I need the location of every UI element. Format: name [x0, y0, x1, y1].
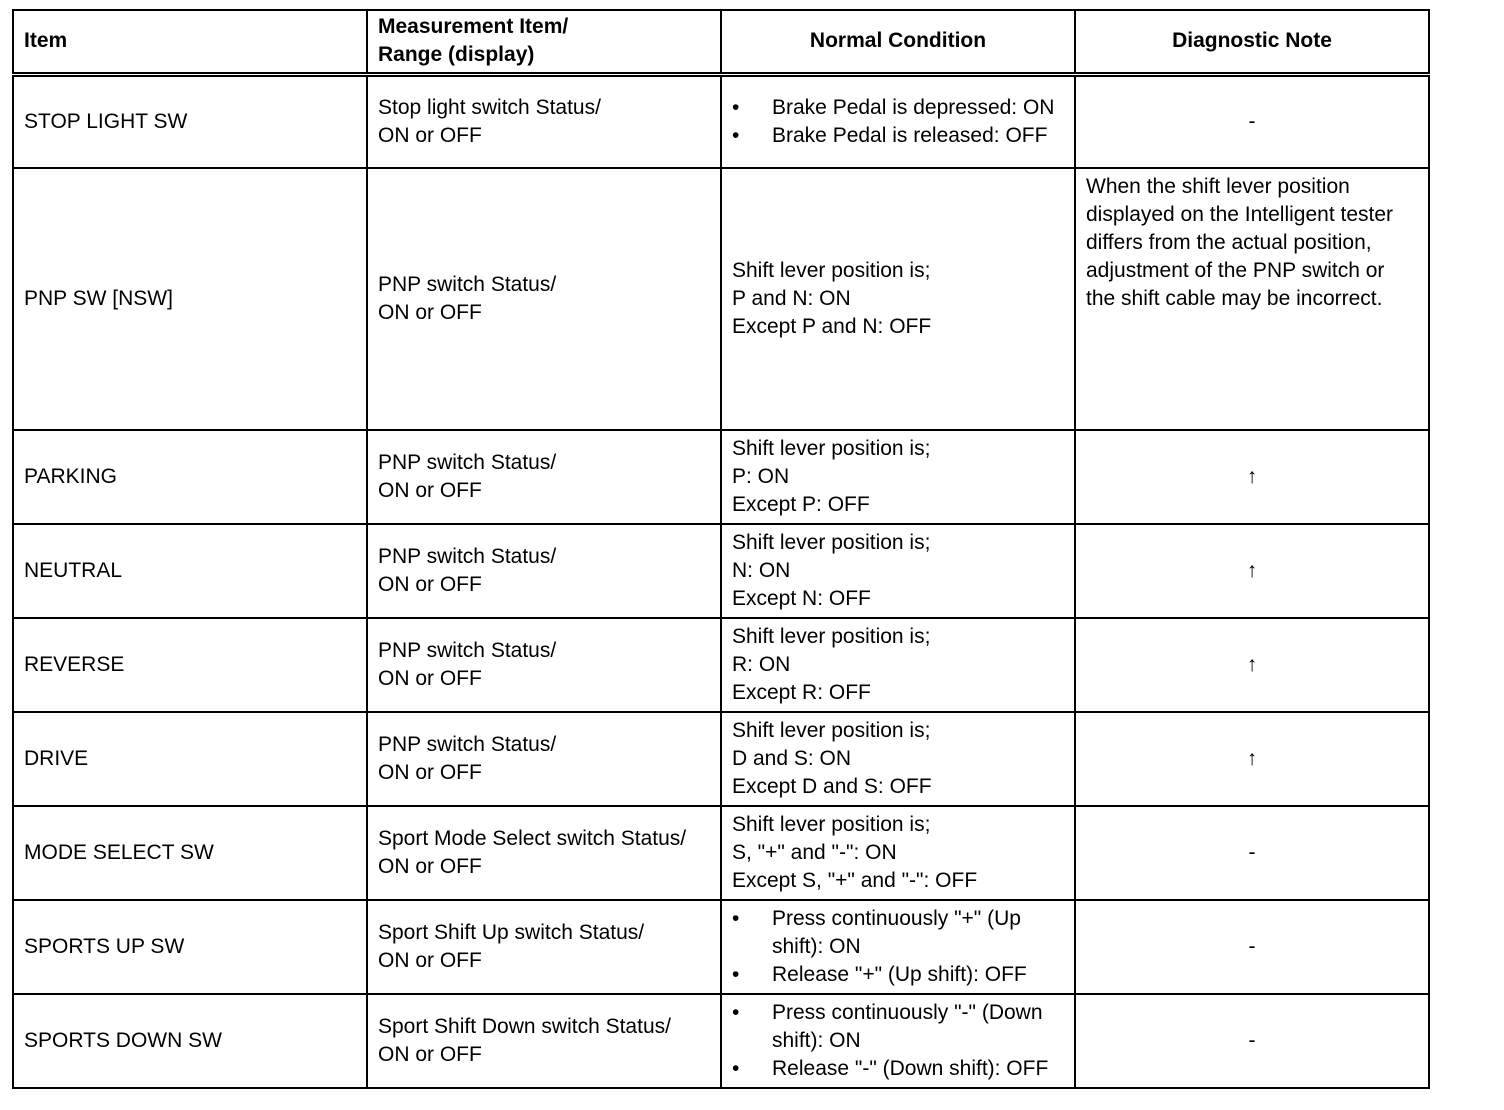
condition-bullet: • Brake Pedal is depressed: ON [732, 94, 1064, 122]
measurement-line: PNP switch Status/ [378, 733, 557, 756]
note-cell: - [1075, 900, 1429, 994]
table-row [13, 806, 1429, 900]
condition-cell [721, 524, 1075, 618]
condition-line: P and N: ON [732, 287, 851, 310]
table-row [13, 524, 1429, 618]
condition-line: N: ON [732, 559, 791, 582]
note-cell: ↑ [1075, 618, 1429, 712]
measurement-line: ON or OFF [378, 479, 482, 502]
condition-line: S, "+" and "-": ON [732, 841, 897, 864]
condition-bullet: • Brake Pedal is released: OFF [732, 122, 1064, 150]
condition-line: Shift lever position is; [732, 259, 931, 282]
condition-list [732, 999, 1064, 1083]
measurement-line: ON or OFF [378, 855, 482, 878]
header-measurement [367, 10, 721, 74]
table-row [13, 168, 1429, 430]
item-cell: SPORTS DOWN SW [13, 994, 367, 1088]
note-cell: ↑ [1075, 524, 1429, 618]
condition-cell [721, 994, 1075, 1088]
condition-cell [721, 618, 1075, 712]
condition-line: Except P: OFF [732, 493, 870, 516]
item-cell: NEUTRAL [13, 524, 367, 618]
condition-line: R: ON [732, 653, 791, 676]
measurement-cell [367, 712, 721, 806]
table-header [13, 10, 1429, 74]
note-cell: ↑ [1075, 712, 1429, 806]
condition-cell [721, 430, 1075, 524]
table-row [13, 900, 1429, 994]
condition-bullet: • Release "-" (Down shift): OFF [732, 1055, 1064, 1083]
measurement-cell [367, 430, 721, 524]
measurement-line: Sport Shift Up switch Status/ [378, 921, 645, 944]
measurement-line: Sport Shift Down switch Status/ [378, 1015, 671, 1038]
condition-line: Shift lever position is; [732, 625, 931, 648]
note-line: When the shift lever position [1086, 175, 1350, 198]
table-row [13, 618, 1429, 712]
note-line: differs from the actual position, [1086, 231, 1372, 254]
condition-line: Except P and N: OFF [732, 315, 932, 338]
header-measurement-line2: Range (display) [378, 43, 535, 67]
note-cell: - [1075, 806, 1429, 900]
note-cell: ↑ [1075, 430, 1429, 524]
measurement-line: Sport Mode Select switch Status/ [378, 827, 687, 850]
header-normal-condition: Normal Condition [721, 10, 1075, 74]
measurement-cell [367, 168, 721, 430]
table-row [13, 74, 1429, 168]
condition-line: Shift lever position is; [732, 437, 931, 460]
condition-line: Except N: OFF [732, 587, 871, 610]
condition-cell [721, 900, 1075, 994]
note-line: displayed on the Intelligent tester [1086, 203, 1394, 226]
data-list-table [12, 9, 1430, 1089]
condition-bullet: • Release "+" (Up shift): OFF [732, 961, 1064, 989]
item-cell: MODE SELECT SW [13, 806, 367, 900]
condition-line: Except S, "+" and "-": OFF [732, 869, 978, 892]
condition-list [732, 94, 1064, 150]
table-row [13, 994, 1429, 1088]
table-body [13, 74, 1429, 1088]
measurement-cell [367, 994, 721, 1088]
item-cell: PNP SW [NSW] [13, 168, 367, 430]
condition-line: Shift lever position is; [732, 813, 931, 836]
measurement-line: ON or OFF [378, 949, 482, 972]
measurement-line: ON or OFF [378, 667, 482, 690]
measurement-line: Stop light switch Status/ [378, 95, 601, 119]
note-cell [1075, 168, 1429, 430]
condition-line: P: ON [732, 465, 790, 488]
measurement-line: PNP switch Status/ [378, 545, 557, 568]
note-cell: - [1075, 74, 1429, 168]
header-item: Item [13, 10, 367, 74]
condition-cell [721, 168, 1075, 430]
measurement-cell [367, 618, 721, 712]
condition-line: Shift lever position is; [732, 719, 931, 742]
measurement-line: ON or OFF [378, 301, 482, 324]
condition-cell [721, 74, 1075, 168]
measurement-cell [367, 74, 721, 168]
condition-bullet: • Press continuously "-" (Down shift): ON [732, 999, 1064, 1055]
measurement-line: ON or OFF [378, 761, 482, 784]
header-measurement-line1: Measurement Item/ [378, 15, 569, 39]
item-cell: PARKING [13, 430, 367, 524]
header-diagnostic-note: Diagnostic Note [1075, 10, 1429, 74]
measurement-line: PNP switch Status/ [378, 639, 557, 662]
condition-list [732, 905, 1064, 989]
condition-cell [721, 806, 1075, 900]
measurement-line: PNP switch Status/ [378, 273, 557, 296]
table-row [13, 712, 1429, 806]
condition-bullet: • Press continuously "+" (Up shift): ON [732, 905, 1064, 961]
measurement-line: ON or OFF [378, 1043, 482, 1066]
header-row [13, 10, 1429, 74]
item-cell: REVERSE [13, 618, 367, 712]
condition-line: Except D and S: OFF [732, 775, 932, 798]
note-line: adjustment of the PNP switch or [1086, 259, 1385, 282]
measurement-line: ON or OFF [378, 123, 482, 147]
item-cell: SPORTS UP SW [13, 900, 367, 994]
measurement-cell [367, 524, 721, 618]
condition-line: Shift lever position is; [732, 531, 931, 554]
item-cell: DRIVE [13, 712, 367, 806]
measurement-line: ON or OFF [378, 573, 482, 596]
note-line: the shift cable may be incorrect. [1086, 287, 1383, 310]
condition-line: D and S: ON [732, 747, 852, 770]
measurement-cell [367, 900, 721, 994]
table-row [13, 430, 1429, 524]
condition-line: Except R: OFF [732, 681, 871, 704]
measurement-cell [367, 806, 721, 900]
measurement-line: PNP switch Status/ [378, 451, 557, 474]
condition-cell [721, 712, 1075, 806]
item-cell: STOP LIGHT SW [13, 74, 367, 168]
note-cell: - [1075, 994, 1429, 1088]
